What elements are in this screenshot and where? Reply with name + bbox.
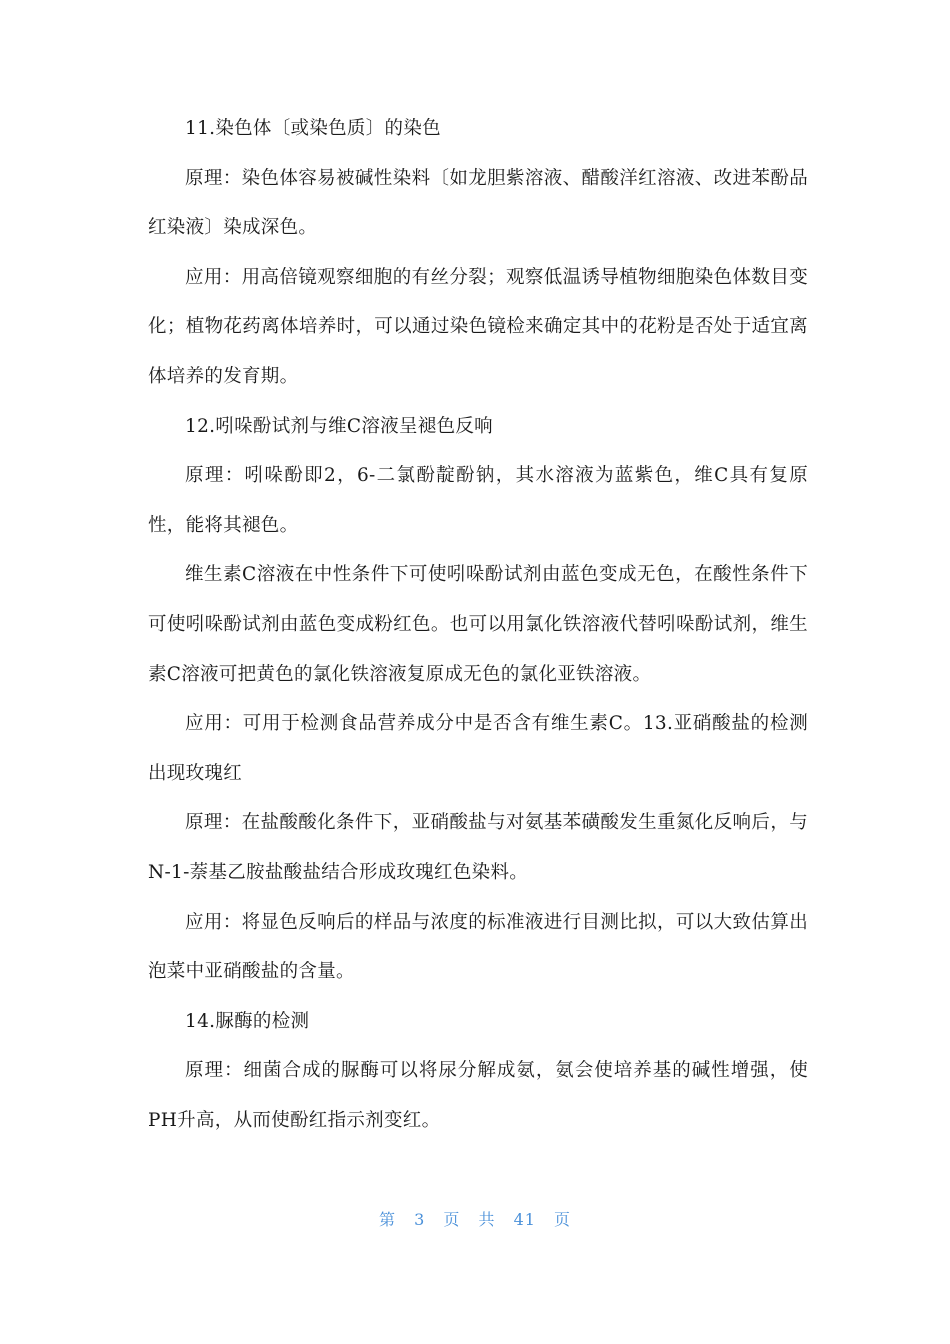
page-footer xyxy=(0,1207,950,1230)
paragraph-body: 维生素C溶液在中性条件下可使吲哚酚试剂由蓝色变成无色，在酸性条件下可使吲哚酚试剂由蓝色变成粉红色。也可以用氯化铁溶液代替吲哚酚试剂，维生素C溶液可把黄色的氯化铁溶液复原成无色的氯化亚铁溶液。 xyxy=(148,564,808,685)
section-heading-chromosome-staining: 11.染色体〔或染色质〕的染色 xyxy=(185,118,441,139)
footer-total-word: 共 xyxy=(478,1210,496,1229)
footer-total-pages: 41 xyxy=(513,1210,536,1229)
paragraph-principle: 原理：吲哚酚即2，6-二氯酚靛酚钠，其水溶液为蓝紫色，维C具有复原性，能将其褪色。 xyxy=(148,465,808,536)
paragraph-application: 应用：用高倍镜观察细胞的有丝分裂；观察低温诱导植物细胞染色体数目变化；植物花药离体培养时，可以通过染色镜检来确定其中的花粉是否处于适宜离体培养的发育期。 xyxy=(148,266,808,387)
footer-current-page: 3 xyxy=(414,1210,426,1229)
section-heading-urease: 14.脲酶的检测 xyxy=(185,1010,310,1032)
paragraph-application: 应用：可用于检测食品营养成分中是否含有维生素C。13.亚硝酸盐的检测出现玫瑰红 xyxy=(148,713,808,784)
paragraph-principle: 原理：细菌合成的脲酶可以将尿分解成氨，氨会使培养基的碱性增强，使PH升高，从而使酚红指示剂变红。 xyxy=(148,1060,808,1131)
document-body xyxy=(148,104,808,1145)
paragraph-principle: 原理：染色体容易被碱性染料〔如龙胆紫溶液、醋酸洋红溶液、改进苯酚品红染液〕染成深色。 xyxy=(148,167,808,239)
section-heading-indophenol: 12.吲哚酚试剂与维C溶液呈褪色反响 xyxy=(185,415,493,437)
footer-page-suffix: 页 xyxy=(443,1210,461,1229)
footer-total-suffix: 页 xyxy=(554,1210,572,1229)
paragraph-principle: 原理：在盐酸酸化条件下，亚硝酸盐与对氨基苯磺酸发生重氮化反响后，与N-1-萘基乙胺盐酸盐结合形成玫瑰红色染料。 xyxy=(148,812,808,883)
paragraph-application: 应用：将显色反响后的样品与浓度的标准液进行目测比拟，可以大致估算出泡菜中亚硝酸盐的含量。 xyxy=(148,911,808,983)
footer-page-word: 第 xyxy=(378,1210,396,1229)
